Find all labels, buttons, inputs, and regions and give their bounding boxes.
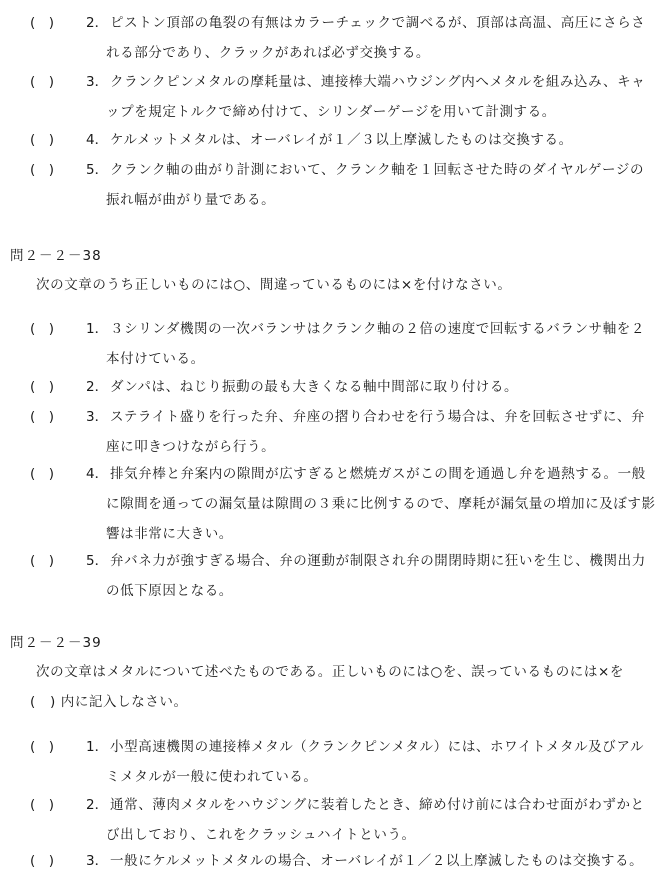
statement-item — [30, 465, 656, 543]
answer-blank[interactable]: ( ) — [30, 379, 55, 395]
statement-item — [30, 14, 646, 62]
question-instruction: 次の文章はメタルについて述べたものである。正しいものには○を、誤っているものには×を — [36, 664, 625, 680]
statement-text-line: 小型高速機関の連接棒メタル（クランクピンメタル）には、ホワイトメタル及びアル — [110, 739, 645, 755]
statement-text-line: ピストン頂部の亀裂の有無はカラーチェックで調べるが、頂部は高温、高圧にさらさ — [110, 15, 646, 31]
statement-text-line: クランクピンメタルの摩耗量は、連接棒大端ハウジング内へメタルを組み込み、キャ — [110, 74, 646, 90]
question-instruction: ( ) 内に記入しなさい。 — [30, 694, 188, 710]
statement-number: 2． — [86, 797, 109, 813]
statement-item — [30, 552, 646, 600]
statement-number: 4． — [86, 466, 109, 482]
statement-text-line: 弁バネ力が強すぎる場合、弁の運動が制限され弁の開閉時期に狂いを生じ、機関出力 — [110, 553, 646, 569]
statement-text-line: ップを規定トルクで締め付けて、シリンダーゲージを用いて計測する。 — [106, 104, 556, 120]
statement-item — [30, 852, 644, 872]
question-number: 問２－２－39 — [10, 635, 102, 651]
statement-text-line: び出しており、これをクラッシュハイトという。 — [106, 827, 416, 843]
answer-blank[interactable]: ( ) — [30, 739, 55, 755]
question-number: 問２－２－38 — [10, 248, 102, 264]
statement-text-line: 響は非常に大きい。 — [106, 526, 233, 542]
statement-item — [30, 131, 592, 151]
statement-text-line: に隙間を通っての漏気量は隙間の３乗に比例するので、摩耗が漏気量の増加に及ぼす影 — [106, 496, 656, 512]
statement-item — [30, 320, 645, 368]
statement-item — [30, 378, 592, 398]
statement-number: 2． — [86, 379, 109, 395]
statement-item — [30, 738, 645, 786]
statement-item — [30, 161, 645, 209]
answer-blank[interactable]: ( ) — [30, 553, 55, 569]
statement-text-line: ケルメットメタルは、オーバレイが１／３以上摩滅したものは交換する。 — [110, 132, 573, 148]
statement-text-line: 一般にケルメットメタルの場合、オーバレイが１／２以上摩滅したものは交換する。 — [110, 853, 644, 869]
statement-item — [30, 408, 646, 456]
answer-blank[interactable]: ( ) — [30, 74, 55, 90]
statement-text-line: 本付けている。 — [106, 351, 205, 367]
statement-number: 3． — [86, 409, 109, 425]
statement-text-line: の低下原因となる。 — [106, 583, 233, 599]
statement-text-line: ステライト盛りを行った弁、弁座の摺り合わせを行う場合は、弁を回転させずに、弁 — [110, 409, 646, 425]
answer-blank[interactable]: ( ) — [30, 15, 55, 31]
answer-blank[interactable]: ( ) — [30, 409, 55, 425]
answer-blank[interactable]: ( ) — [30, 321, 55, 337]
statement-number: 2． — [86, 15, 109, 31]
statement-number: 1． — [86, 321, 109, 337]
statement-text-line: ３シリンダ機関の一次バランサはクランク軸の２倍の速度で回転するバランサ軸を２ — [110, 321, 645, 337]
statement-number: 3． — [86, 74, 109, 90]
answer-blank[interactable]: ( ) — [30, 797, 55, 813]
statement-item — [30, 73, 646, 121]
statement-number: 5． — [86, 162, 109, 178]
statement-text-line: 通常、薄肉メタルをハウジングに装着したとき、締め付け前には合わせ面がわずかと — [110, 797, 645, 813]
answer-blank[interactable]: ( ) — [30, 853, 55, 869]
answer-blank[interactable]: ( ) — [30, 466, 55, 482]
statement-text-line: ダンパは、ねじり振動の最も大きくなる軸中間部に取り付ける。 — [110, 379, 519, 395]
statement-text-line: 座に叩きつけながら行う。 — [106, 439, 276, 455]
statement-number: 5． — [86, 553, 109, 569]
statement-text-line: クランク軸の曲がり計測において、クランク軸を１回転させた時のダイヤルゲージの — [110, 162, 645, 178]
answer-blank[interactable]: ( ) — [30, 132, 55, 148]
question-instruction: 次の文章のうち正しいものには○、間違っているものには×を付けなさい。 — [36, 277, 512, 293]
statement-text-line: 振れ幅が曲がり量である。 — [106, 192, 276, 208]
statement-number: 1． — [86, 739, 109, 755]
answer-blank[interactable]: ( ) — [30, 162, 55, 178]
statement-text-line: れる部分であり、クラックがあれば必ず交換する。 — [106, 45, 431, 61]
statement-number: 4． — [86, 132, 109, 148]
statement-text-line: ミメタルが一般に使われている。 — [106, 769, 318, 785]
statement-number: 3． — [86, 853, 109, 869]
statement-item — [30, 796, 645, 844]
statement-text-line: 排気弁棒と弁案内の隙間が広すぎると燃焼ガスがこの間を通過し弁を過熱する。一般 — [110, 466, 646, 482]
